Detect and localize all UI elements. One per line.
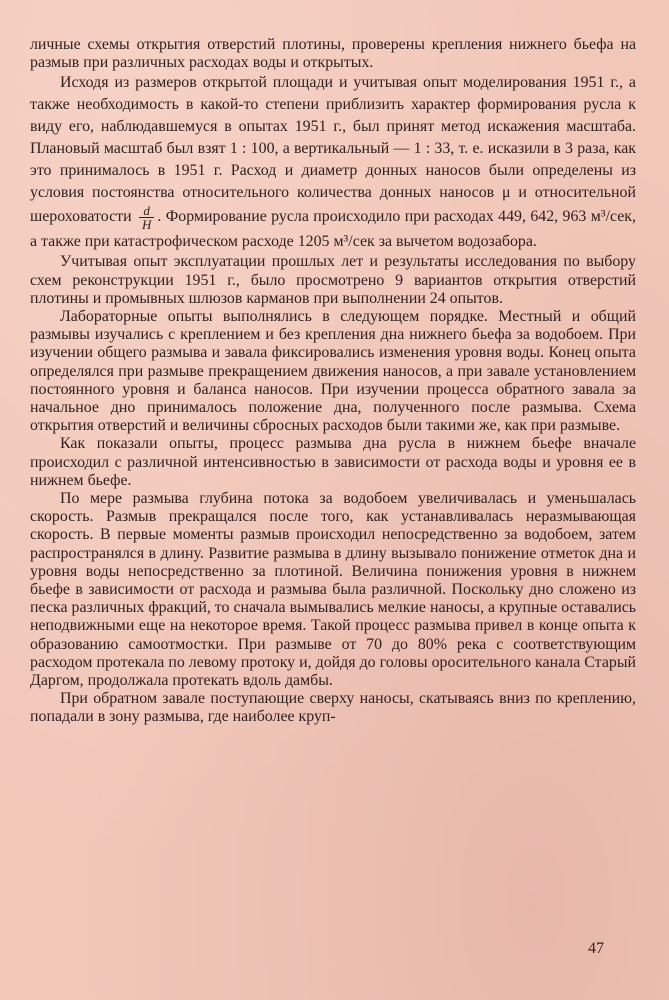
page-number: 47 (588, 940, 604, 957)
fraction-numerator: d (139, 204, 154, 218)
paragraph-4: Лабораторные опыты выполнялись в следующем порядке. Местный и общий размывы изучались с креплением и без крепления дна нижнего бьефа за водобоем. При изучении общего размыва и завала фиксировались изменения уровня воды. Конец опыта определялся при размыве прекращением движения наносов, а при завале установлением постоянного уровня и баланса наносов. При изучении процесса обратного завала за начальное дно принималось положение дна, полученного после размыва. Схема открытия отверстий и величины сбросных расходов были такими же, как при размыве. (30, 308, 636, 435)
paragraph-7: При обратном завале поступающие сверху наносы, скатываясь вниз по креплению, попадали в зону размыва, где наиболее круп- (30, 690, 636, 726)
paragraph-2-text-b: . Формирование русла происходило при расходах 449, 642, 963 м³/сек, а также при катастрофическом расходе 1205 м³/сек за вычетом водозабора. (30, 208, 636, 251)
paragraph-3: Учитывая опыт эксплуатации прошлых лет и результаты исследования по выбору схем реконструкции 1951 г., было просмотрено 9 вариантов открытия отверстий плотины и промывных шлюзов карманов при выполнении 24 опытов. (30, 253, 636, 307)
paragraph-5: Как показали опыты, процесс размыва дна русла в нижнем бьефе вначале происходил с различной интенсивностью в зависимости от расхода воды и уровня ее в нижнем бьефе. (30, 435, 636, 489)
page-body (30, 36, 636, 727)
paragraph-1: личные схемы открытия отверстий плотины, проверены крепления нижнего бьефа на размыв при различных расходах воды и открытых. (30, 36, 636, 72)
paragraph-2 (30, 72, 636, 253)
fraction-d-over-h (139, 204, 154, 231)
paragraph-6: По мере размыва глубина потока за водобоем увеличивалась и уменьшалась скорость. Размыв прекращался после того, как устанавливалась неразмывающая скорость. В первые моменты размыв происходил непосредственно за водобоем, затем распространялся в длину. Развитие размыва в длину вызывало понижение отметок дна и уровня воды непосредственно за плотиной. Величина понижения уровня в нижнем бьефе в зависимости от расхода и размыва была различной. Поскольку дно сложено из песка различных фракций, то сначала вымывались мелкие наносы, а крупные оставались неподвижными еще на некоторое время. Такой процесс размыва привел в конце опыта к образованию самоотмостки. При размыве от 70 до 80% река с соответствующим расходом протекала по левому протоку и, дойдя до головы оросительного канала Старый Даргом, продолжала протекать вдоль дамбы. (30, 490, 636, 690)
paragraph-2-text-a: Исходя из размеров открытой площади и учитывая опыт моделирования 1951 г., а также необходимость в какой-то степени приблизить характер формирования русла к виду его, наблюдавшемуся в опытах 1951 г., был принят метод искажения масштаба. Плановый масштаб был взят 1 : 100, а вертикальный — 1 : 33, т. е. исказили в 3 раза, как это принималось в 1951 г. Расход и диаметр донных наносов были определены из условия постоянства относительного количества донных наносов μ и относительной шероховатости (30, 74, 636, 226)
fraction-denominator: H (141, 217, 152, 233)
